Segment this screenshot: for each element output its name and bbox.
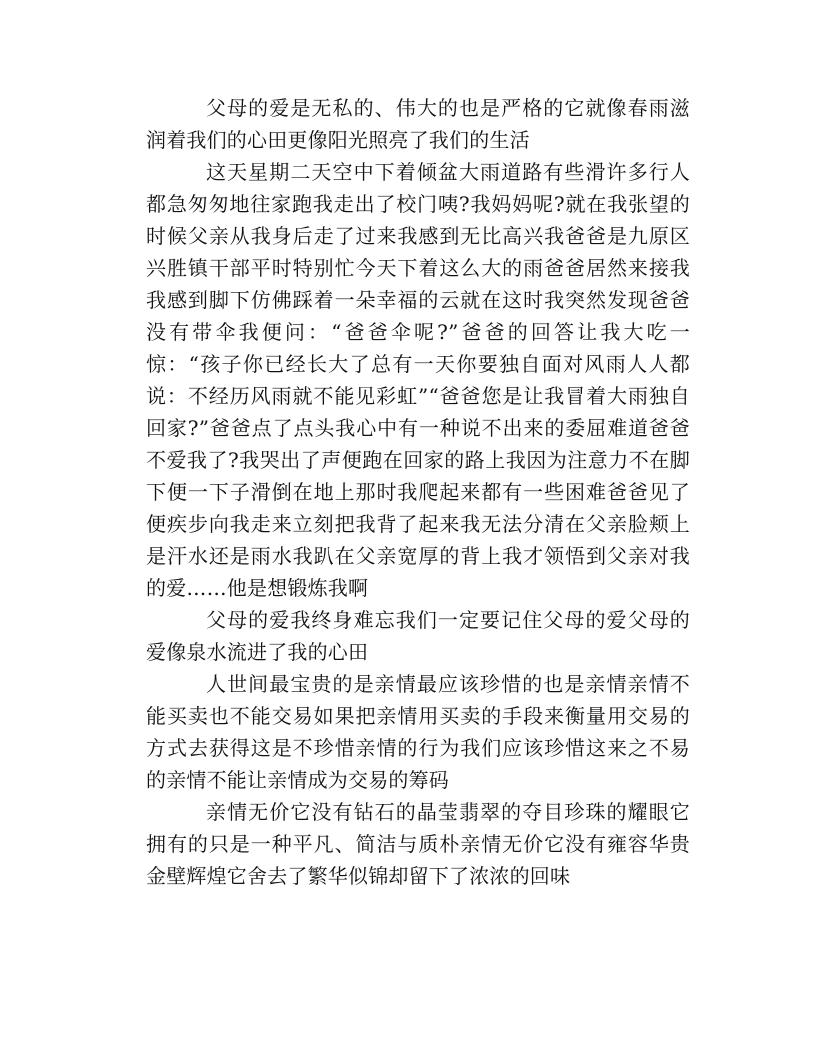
paragraph-2: 这天星期二天空中下着倾盆大雨道路有些滑许多行人都急匆匆地往家跑我走出了校门咦?我妈妈呢?就在我张望的时候父亲从我身后走了过来我感到无比高兴我爸爸是九原区兴胜镇干部平时特别忙今天下着这么大的雨爸爸居然来接我我感到脚下仿佛踩着一朵幸福的云就在这时我突然发现爸爸没有带伞我便问：“爸爸伞呢?”爸爸的回答让我大吃一惊：“孩子你已经长大了总有一天你要独自面对风雨人人都说：不经历风雨就不能见彩虹”“爸爸您是让我冒着大雨独自回家?”爸爸点了点头我心中有一种说不出来的委屈难道爸爸不爱我了?我哭出了声便跑在回家的路上我因为注意力不在脚下便一下子滑倒在地上那时我爬起来都有一些困难爸爸见了便疾步向我走来立刻把我背了起来我无法分清在父亲脸颊上是汗水还是雨水我趴在父亲宽厚的背上我才领悟到父亲对我的爱……他是想锻炼我啊 bbox=[146, 160, 690, 600]
paragraph-4: 人世间最宝贵的是亲情最应该珍惜的也是亲情亲情不能买卖也不能交易如果把亲情用买卖的手段来衡量用交易的方式去获得这是不珍惜亲情的行为我们应该珍惜这来之不易的亲情不能让亲情成为交易的筹码 bbox=[146, 672, 690, 792]
paragraph-3: 父母的爱我终身难忘我们一定要记住父母的爱父母的爱像泉水流进了我的心田 bbox=[146, 608, 690, 664]
document-body bbox=[146, 92, 690, 892]
paragraph-1: 父母的爱是无私的、伟大的也是严格的它就像春雨滋润着我们的心田更像阳光照亮了我们的生活 bbox=[146, 96, 690, 152]
paragraph-5: 亲情无价它没有钻石的晶莹翡翠的夺目珍珠的耀眼它拥有的只是一种平凡、简洁与质朴亲情无价它没有雍容华贵金壁辉煌它舍去了繁华似锦却留下了浓浓的回味 bbox=[146, 800, 690, 888]
